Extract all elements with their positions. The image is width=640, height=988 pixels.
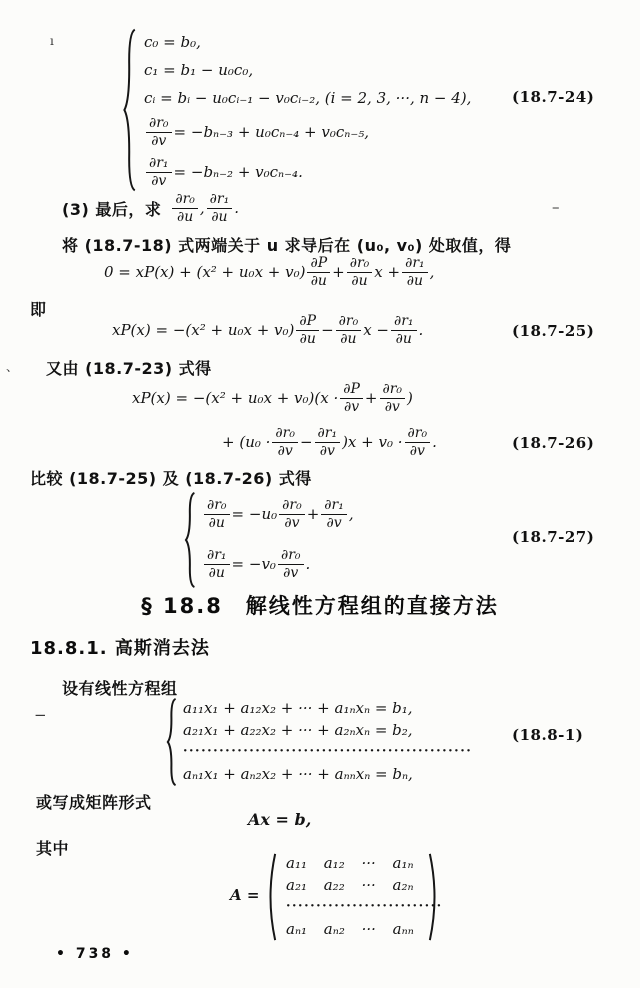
left-brace-icon [122,28,138,192]
matrix-row: aₙ₁ aₙ₂ ··· aₙₙ [286,920,414,939]
equation-line: a₂₁x₁ + a₂₂x₂ + ··· + a₂ₙxₙ = b₂, [183,721,413,740]
equation-system-18-7-24 [122,28,471,192]
equation-line: $\frac{\text{∂r₀}}{\partial v}$ = −bₙ₋₃ + u₀cₙ₋₄ + v₀cₙ₋₅, [144,112,471,152]
matrix-dots-row: ·························· [286,899,443,915]
equation-line: cᵢ = bᵢ − u₀cᵢ₋₁ − v₀cᵢ₋₂, (i = 2, 3, ···, n − 4), [144,88,472,107]
scan-artifact-tick: ı [50,34,54,48]
equation-number-18-7-27: (18.7-27) [512,528,595,546]
equation-number-18-7-25: (18.7-25) [512,322,595,340]
equation-line: $\frac{\text{∂r₁}}{\partial u}$ = −v₀ $\frac{\text{∂r₀}}{\partial v}$ . [202,542,354,586]
scan-artifact-dash: − [34,706,47,724]
paragraph-derivative-sentence: 将 (18.7-18) 式两端关于 u 求导后在 (u₀, v₀) 处取值，得 [62,236,512,255]
scan-artifact-comma: 、 [6,360,19,374]
page-number: • 738 • [56,946,134,962]
equation-18-7-25: xP(x) = −(x² + u₀x + v₀) $\frac{\partial P}{\partial u}$ − $\frac{\text{∂r₀}}{\partial u}$ x − $\frac{\text{∂r₁}}{\partial u}$ . [112,313,424,347]
equation-line: $\frac{\text{∂r₀}}{\partial u}$ = −u₀ $\frac{\text{∂r₀}}{\partial v}$ + $\frac{\text{∂r₁}}{\partial v}$ , [202,492,354,536]
equation-18-7-26-line1: xP(x) = −(x² + u₀x + v₀)(x · $\frac{\partial P}{\partial v}$ + $\frac{\text{∂r₀}}{\partial v}$ ) [132,381,413,415]
left-brace-icon [184,492,197,588]
equation-line: c₁ = b₁ − u₀c₀, [144,60,254,79]
paragraph-intro: 设有线性方程组 [62,679,178,698]
scan-artifact-tilde: – [552,198,560,216]
matrix-lhs: A = [230,886,260,904]
paragraph-youyou: 又由 (18.7-23) 式得 [46,359,212,378]
section-heading: § 18.8 解线性方程组的直接方法 [141,594,499,618]
subsection-heading: 18.8.1. 高斯消去法 [30,638,210,659]
equation-number-18-7-24: (18.7-24) [512,88,595,106]
equation-line: aₙ₁x₁ + aₙ₂x₂ + ··· + aₙₙxₙ = bₙ, [183,765,413,784]
paragraph-bijiao: 比较 (18.7-25) 及 (18.7-26) 式得 [30,469,312,488]
right-paren-icon [428,853,441,941]
step3-label: (3) 最后，求 [62,199,162,219]
dots-row: ················································ [183,744,473,760]
equation-number-18-7-26: (18.7-26) [512,434,595,452]
paragraph-matrix-lead: 或写成矩阵形式 [36,793,152,812]
label-ji: 即 [30,300,47,319]
paragraph-where: 其中 [36,839,70,858]
step3-expression: $\frac{\text{∂r₀}}{\partial u}$ , $\frac{\text{∂r₁}}{\partial u}$ . [170,192,239,224]
equation-system-18-8-1 [166,698,472,785]
equation-ax-equals-b: Ax = b, [248,810,312,829]
left-paren-icon [264,853,277,941]
equation-line: $\frac{\text{∂r₁}}{\partial v}$ = −bₙ₋₂ + v₀cₙ₋₄. [144,152,471,192]
equation-number-18-8-1: (18.8-1) [512,726,584,744]
left-brace-icon [166,698,178,786]
matrix-row: a₂₁ a₂₂ ··· a₂ₙ [286,876,414,895]
equation-derivative-zero: 0 = xP(x) + (x² + u₀x + v₀) $\frac{\partial P}{\partial u}$ + $\frac{\text{∂r₀}}{\partial u}$ x + $\frac{\text{∂r₁}}{\partial u}$ , [104,255,435,289]
equation-line: c₀ = b₀, [144,32,201,51]
equation-line: a₁₁x₁ + a₁₂x₂ + ··· + a₁ₙxₙ = b₁, [183,699,413,718]
equation-18-7-26-line2: + (u₀ · $\frac{\text{∂r₀}}{\partial v}$ − $\frac{\text{∂r₁}}{\partial v}$ )x + v₀ · $\frac{\text{∂r₀}}{\partial v}$ . [222,425,437,459]
matrix-row: a₁₁ a₁₂ ··· a₁ₙ [286,854,414,873]
paragraph-step3 [62,188,239,228]
equation-system-18-7-27 [184,492,354,586]
